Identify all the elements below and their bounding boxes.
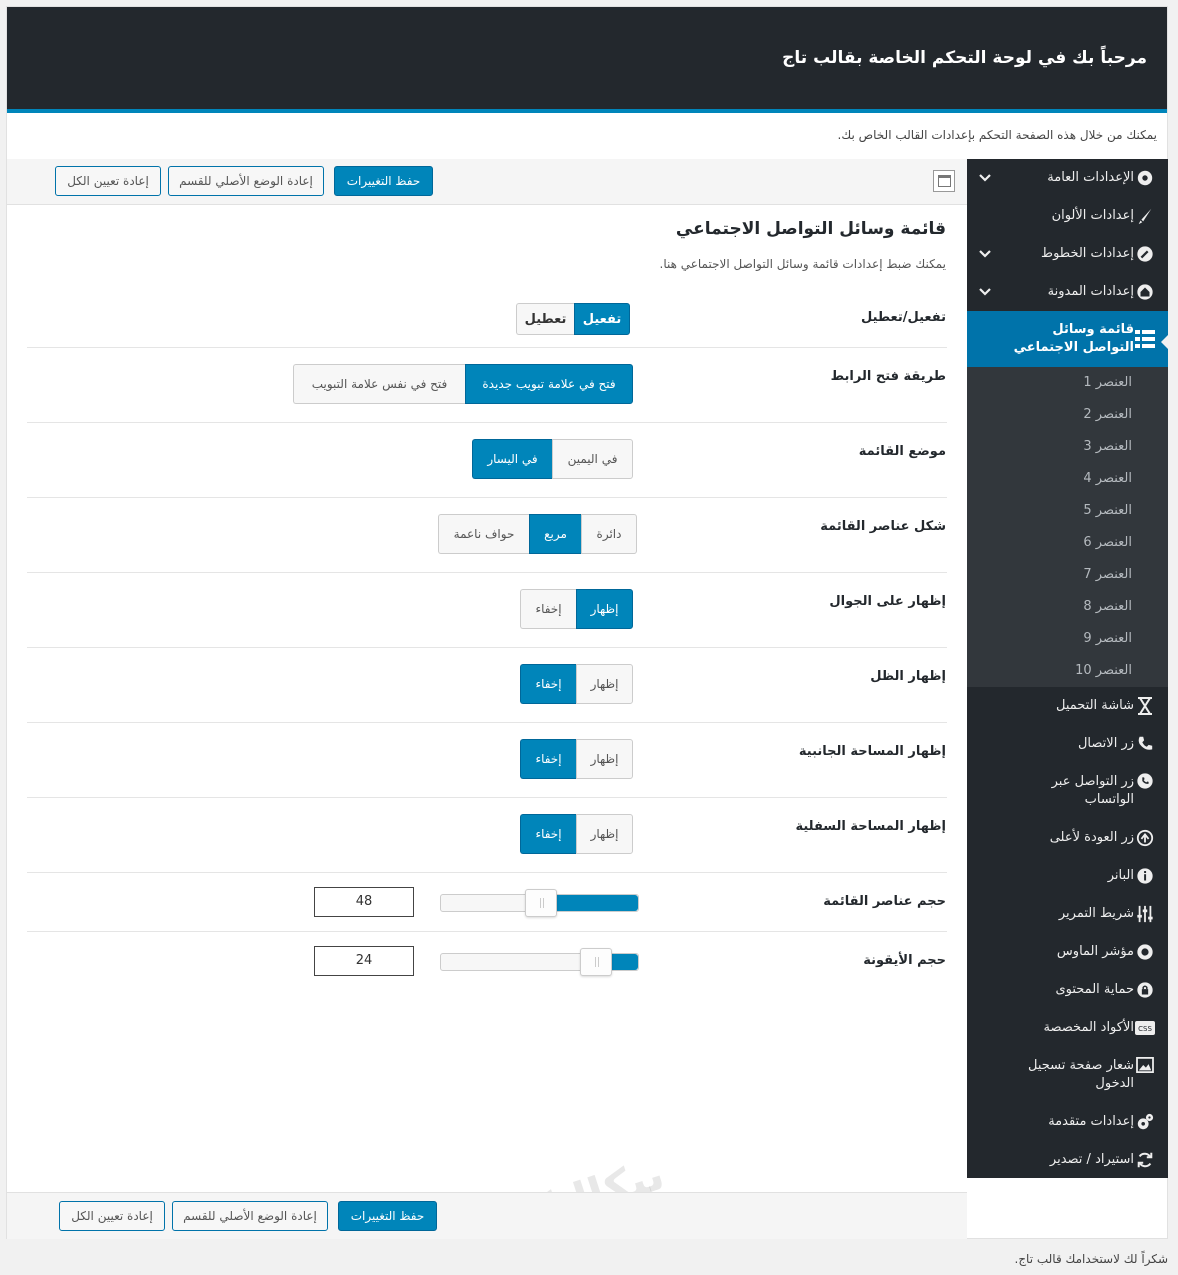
submenu-item[interactable]: العنصر 2 <box>1083 407 1132 422</box>
sidebar-item-fonts[interactable]: إعدادات الخطوط <box>967 235 1168 273</box>
divider <box>27 497 947 498</box>
submenu-item[interactable]: العنصر 1 <box>1083 375 1132 390</box>
divider <box>27 722 947 723</box>
submenu-item[interactable]: العنصر 5 <box>1083 503 1132 518</box>
position-left-option[interactable]: في اليسار <box>472 439 552 479</box>
slider-handle[interactable] <box>525 889 557 917</box>
layout-toggle-icon[interactable] <box>933 170 955 192</box>
whatsapp-icon <box>1135 771 1155 791</box>
submenu-item[interactable]: العنصر 3 <box>1083 439 1132 454</box>
link-new-tab-option[interactable]: فتح في علامة تبويب جديدة <box>465 364 633 404</box>
sidebar-item-mouse-cursor[interactable]: مؤشر الماوس <box>967 933 1168 971</box>
sidebar-item-colors[interactable]: إعدادات الألوان <box>967 197 1168 235</box>
item-size-slider[interactable] <box>440 894 639 912</box>
shape-label: شكل عناصر القائمة <box>820 519 946 534</box>
sidebar-item-content-protection[interactable]: حماية المحتوى <box>967 971 1168 1009</box>
link-open-label: طريقة فتح الرابط <box>830 369 946 384</box>
mobile-hide-option[interactable]: إخفاء <box>520 589 576 629</box>
home-icon <box>1135 282 1155 302</box>
bottom-toolbar <box>7 1192 967 1239</box>
sidebar-item-loading-screen[interactable]: شاشة التحميل <box>967 687 1168 725</box>
chevron-down-icon[interactable] <box>979 285 991 299</box>
divider <box>27 647 947 648</box>
page-title: مرحباً بك في لوحة التحكم الخاصة بقالب تاج <box>782 48 1147 68</box>
footer-thanks: شكراً لك لاستخدامك قالب تاج. <box>1014 1252 1168 1266</box>
enable-toggle <box>516 303 630 335</box>
reset-all-button[interactable]: إعادة تعيين الكل <box>55 166 161 196</box>
section-description: يمكنك ضبط إعدادات قائمة وسائل التواصل الاجتماعي هنا. <box>659 257 946 271</box>
shape-toggle <box>438 514 637 554</box>
position-label: موضع القائمة <box>858 444 946 459</box>
page-header <box>7 7 1167 113</box>
divider <box>27 572 947 573</box>
image-icon <box>1135 1055 1155 1075</box>
divider <box>27 347 947 348</box>
pen-icon <box>1135 244 1155 264</box>
slider-fill <box>555 895 638 911</box>
reset-all-button-bottom[interactable]: إعادة تعيين الكل <box>59 1201 165 1231</box>
shadow-show-option[interactable]: إظهار <box>576 664 633 704</box>
sidebar-item-custom-code[interactable]: CSS الأكواد المخصصة <box>967 1009 1168 1047</box>
submenu <box>967 367 1168 687</box>
mobile-toggle <box>520 589 633 629</box>
link-open-toggle <box>293 364 633 404</box>
enable-option[interactable]: تفعيل <box>574 303 630 335</box>
side-space-hide-option[interactable]: إخفاء <box>520 739 576 779</box>
css-icon <box>1135 1018 1155 1038</box>
divider <box>27 931 947 932</box>
shape-square-option[interactable]: مربع <box>529 514 581 554</box>
sidebar-menu <box>967 159 1168 1178</box>
sidebar-item-banner[interactable]: البانر <box>967 857 1168 895</box>
side-space-label: إظهار المساحة الجانبية <box>798 744 946 759</box>
chevron-down-icon[interactable] <box>979 171 991 185</box>
gear-icon <box>1135 168 1155 188</box>
sliders-icon <box>1135 904 1155 924</box>
shadow-toggle <box>520 664 633 704</box>
intro-text: يمكنك من خلال هذه الصفحة التحكم بإعدادات القالب الخاص بك. <box>837 128 1157 142</box>
mobile-show-option[interactable]: إظهار <box>576 589 633 629</box>
submenu-item[interactable]: العنصر 10 <box>1075 663 1132 678</box>
reset-section-button[interactable]: إعادة الوضع الأصلي للقسم <box>168 166 324 196</box>
divider <box>27 872 947 873</box>
save-button-bottom[interactable]: حفظ التغييرات <box>338 1201 437 1231</box>
lock-icon <box>1135 980 1155 1000</box>
sidebar-item-scrollbar[interactable]: شريط التمرير <box>967 895 1168 933</box>
shadow-label: إظهار الظل <box>870 669 946 684</box>
sidebar-item-social-menu[interactable]: قائمة وسائل التواصل الاجتماعي <box>967 311 1168 367</box>
sidebar-item-import-export[interactable]: استيراد / تصدير <box>967 1141 1168 1179</box>
svg-text:CSS: CSS <box>1138 1025 1152 1033</box>
bottom-space-show-option[interactable]: إظهار <box>576 814 633 854</box>
sidebar-item-login-logo[interactable]: شعار صفحة تسجيل الدخول <box>967 1047 1168 1103</box>
icon-size-label: حجم الأيقونة <box>863 953 946 968</box>
phone-icon <box>1135 734 1155 754</box>
shape-rounded-option[interactable]: حواف ناعمة <box>438 514 529 554</box>
top-toolbar <box>7 159 967 205</box>
disable-option[interactable]: تعطيل <box>516 303 574 335</box>
bottom-space-toggle <box>520 814 633 854</box>
shadow-hide-option[interactable]: إخفاء <box>520 664 576 704</box>
sidebar-item-blog[interactable]: إعدادات المدونة <box>967 273 1168 311</box>
bottom-space-hide-option[interactable]: إخفاء <box>520 814 576 854</box>
bottom-space-label: إظهار المساحة السفلية <box>795 819 946 834</box>
link-same-tab-option[interactable]: فتح في نفس علامة التبويب <box>293 364 465 404</box>
icon-size-input[interactable]: 24 <box>314 946 414 976</box>
cogs-icon <box>1135 1112 1155 1132</box>
sidebar-item-call-button[interactable]: زر الاتصال <box>967 725 1168 763</box>
slider-fill <box>610 954 638 970</box>
chevron-down-icon[interactable] <box>979 247 991 261</box>
divider <box>27 797 947 798</box>
save-button[interactable]: حفظ التغييرات <box>334 166 433 196</box>
refresh-icon <box>1135 1150 1155 1170</box>
arrow-up-icon <box>1135 828 1155 848</box>
position-toggle <box>472 439 633 479</box>
divider <box>27 422 947 423</box>
reset-section-button-bottom[interactable]: إعادة الوضع الأصلي للقسم <box>172 1201 328 1231</box>
sidebar-item-whatsapp[interactable]: زر التواصل عبر الواتساب <box>967 763 1168 819</box>
submenu-item[interactable]: العنصر 6 <box>1083 535 1132 550</box>
position-right-option[interactable]: في اليمين <box>552 439 633 479</box>
theme-options-panel <box>6 6 1168 1239</box>
sidebar-item-back-to-top[interactable]: زر العودة لأعلى <box>967 819 1168 857</box>
enable-label: تفعيل/تعطيل <box>860 310 946 325</box>
side-space-toggle <box>520 739 633 779</box>
hourglass-icon <box>1135 696 1155 716</box>
item-size-input[interactable]: 48 <box>314 887 414 917</box>
sidebar-item-advanced[interactable]: إعدادات متقدمة <box>967 1103 1168 1141</box>
side-space-show-option[interactable]: إظهار <box>576 739 633 779</box>
dot-circle-icon <box>1135 942 1155 962</box>
submenu-item[interactable]: العنصر 7 <box>1083 567 1132 582</box>
sidebar-item-general[interactable]: الإعدادات العامة <box>967 159 1168 197</box>
slider-handle[interactable] <box>580 948 612 976</box>
list-icon <box>1135 329 1155 349</box>
item-size-label: حجم عناصر القائمة <box>823 894 946 909</box>
submenu-item[interactable]: العنصر 4 <box>1083 471 1132 486</box>
brush-icon <box>1135 206 1155 226</box>
submenu-item[interactable]: العنصر 9 <box>1083 631 1132 646</box>
icon-size-slider[interactable] <box>440 953 639 971</box>
section-title: قائمة وسائل التواصل الاجتماعي <box>675 219 946 239</box>
info-icon <box>1135 866 1155 886</box>
submenu-item[interactable]: العنصر 8 <box>1083 599 1132 614</box>
shape-circle-option[interactable]: دائرة <box>581 514 637 554</box>
mobile-label: إظهار على الجوال <box>829 594 946 609</box>
